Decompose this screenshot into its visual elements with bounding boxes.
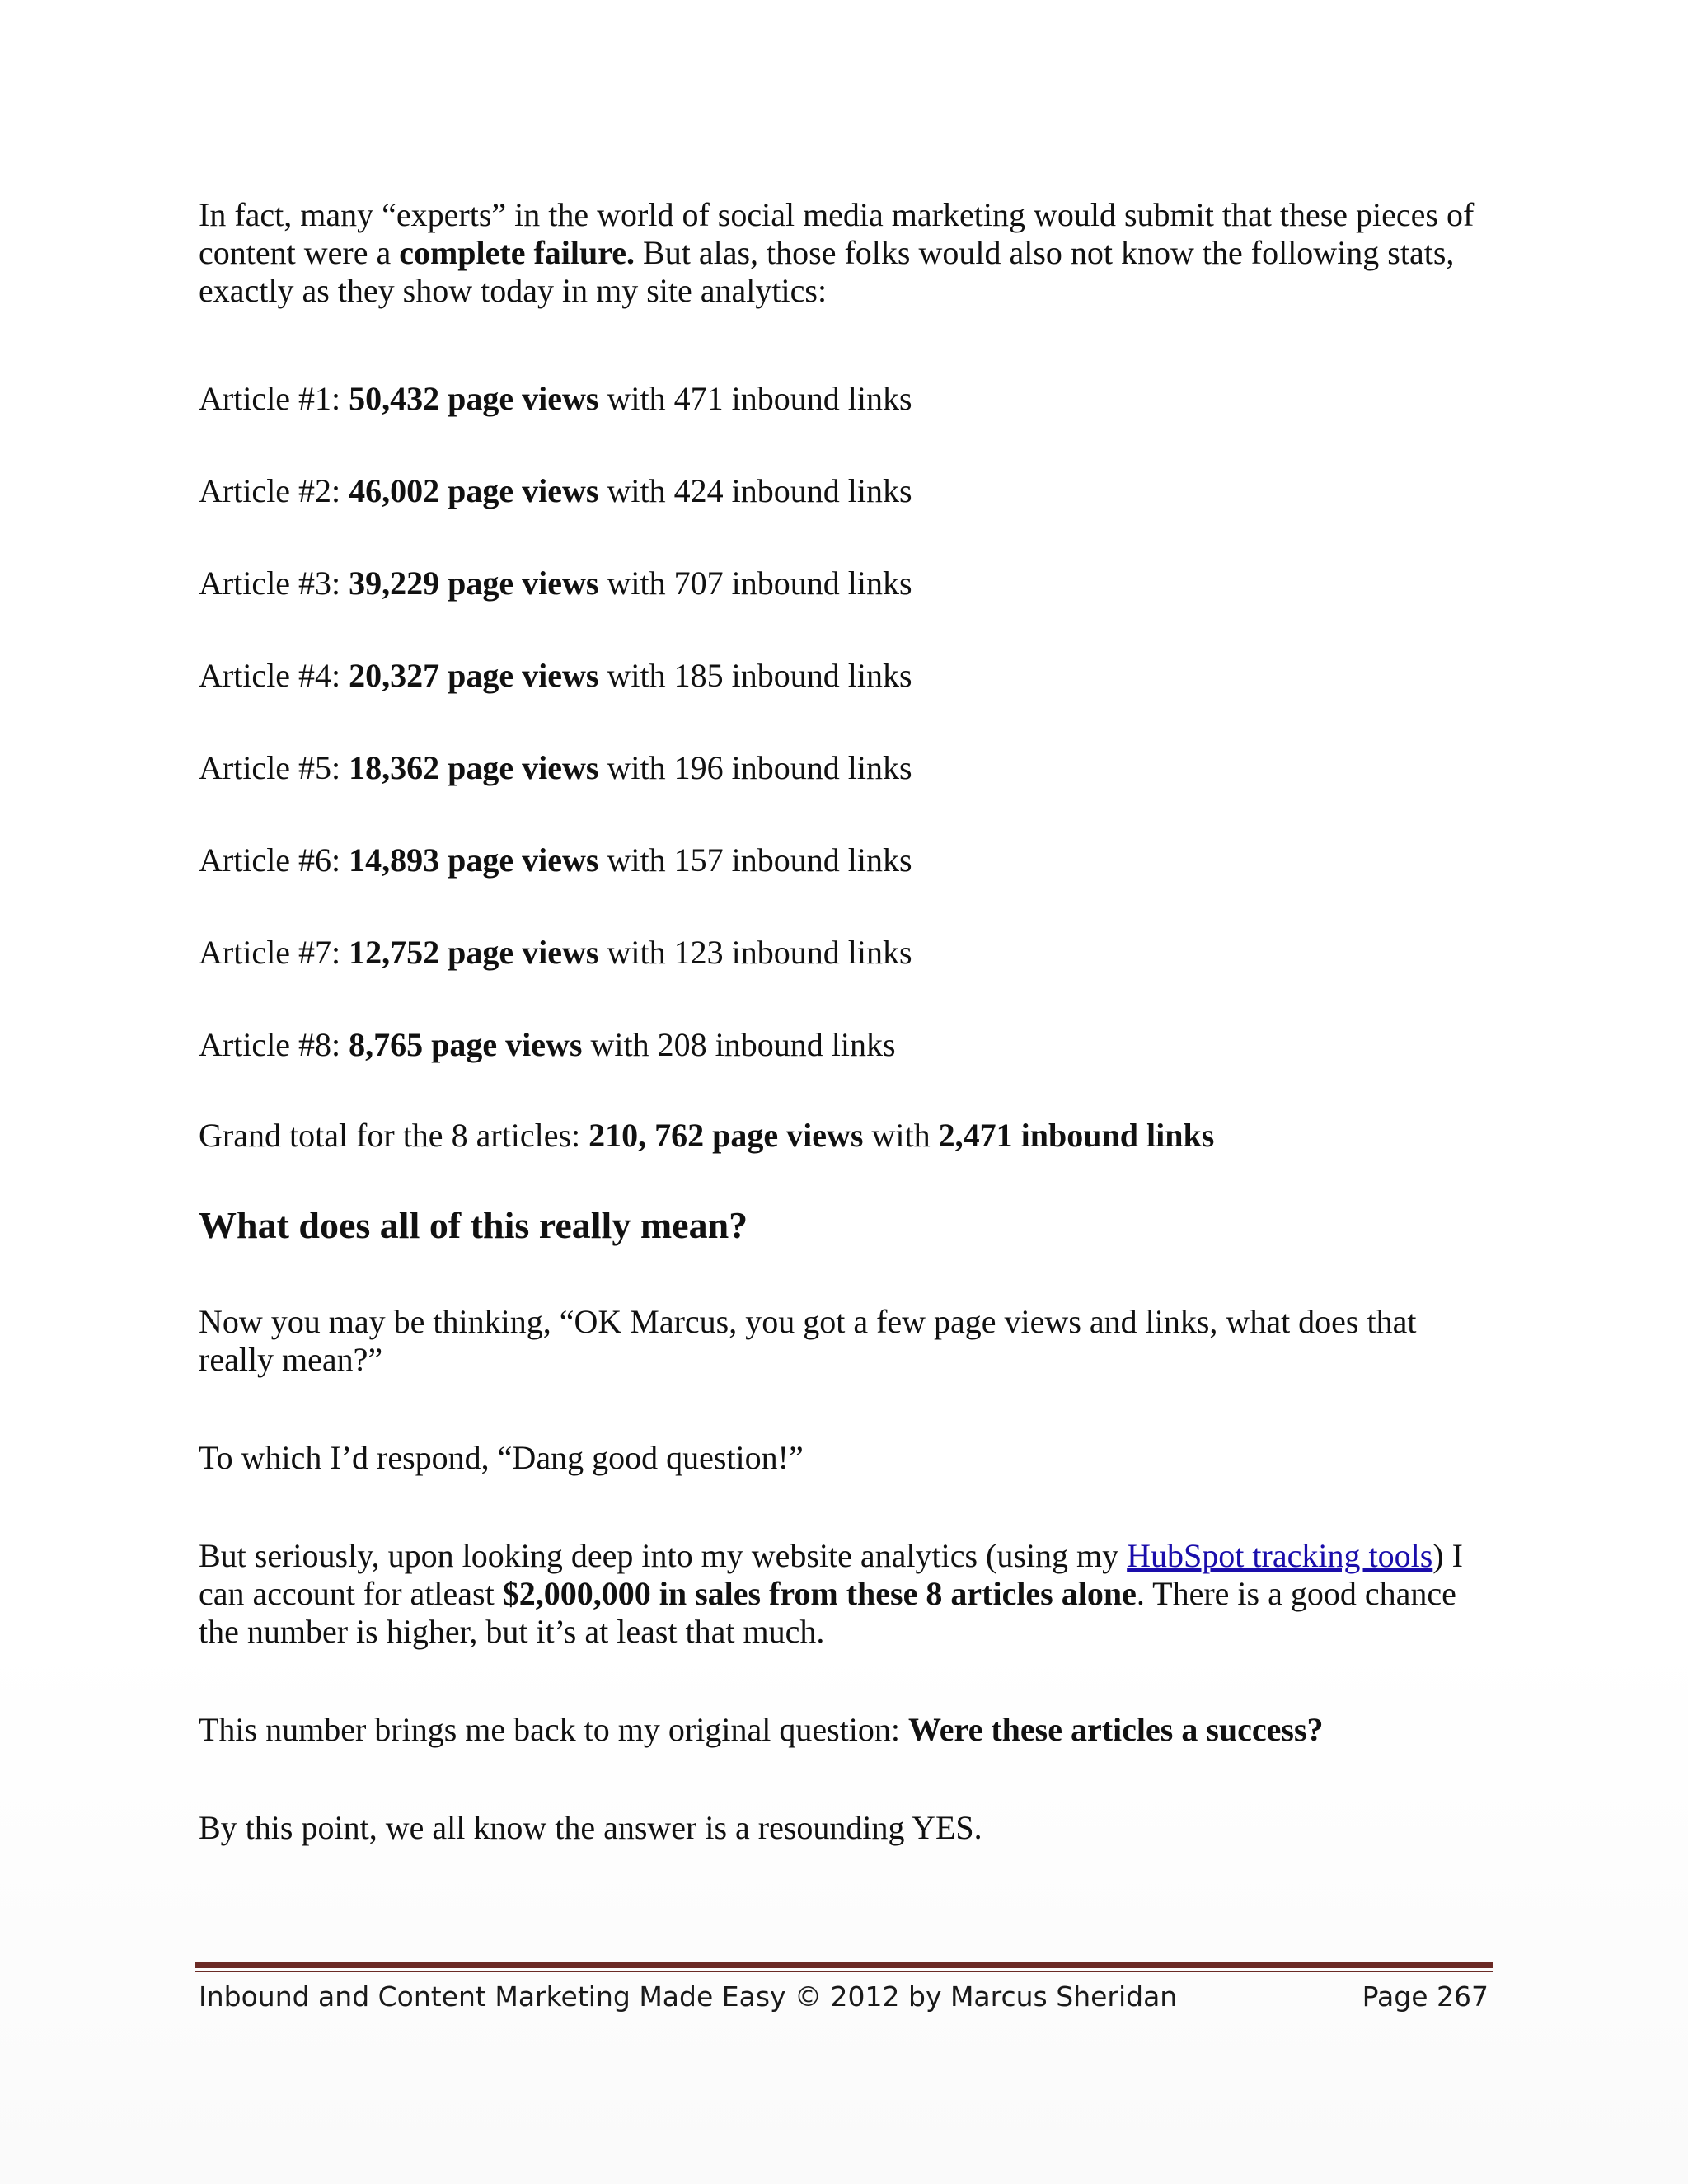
footer-rule-thin [195,1971,1493,1972]
article-links: with 424 inbound links [598,472,912,509]
paragraph-analytics [199,1537,1493,1651]
article-stat-4 [199,657,1493,695]
analytics-text-1: But seriously, upon looking deep into my website analytics (using my [199,1537,1128,1574]
grand-total [199,1117,1493,1155]
article-links: with 123 inbound links [598,934,912,971]
total-mid: with [863,1117,939,1154]
total-label: Grand total for the 8 articles: [199,1117,589,1154]
total-links: 2,471 inbound links [938,1117,1215,1154]
page-body [199,196,1493,1847]
analytics-text-3: . There is a good chance the number is higher, but it’s at least that much. [199,1575,1456,1650]
intro-text-2: But alas, those folks would also not know the following stats, exactly as they show today in my site analytics: [199,234,1455,309]
total-views: 210, 762 page views [588,1117,864,1154]
article-label: Article #2: [199,472,349,509]
article-label: Article #1: [199,380,349,417]
article-views: 8,765 page views [349,1026,583,1063]
intro-bold: complete failure. [399,234,635,271]
article-views: 18,362 page views [349,749,599,786]
article-links: with 157 inbound links [598,841,912,879]
footer-rule-thick [195,1962,1493,1968]
article-stat-5 [199,749,1493,787]
section-heading: What does all of this really mean? [199,1204,748,1246]
article-views: 46,002 page views [349,472,599,509]
hubspot-tracking-link[interactable]: HubSpot tracking tools [1127,1537,1433,1574]
article-stat-1 [199,380,1493,418]
page-number: Page 267 [1362,1980,1489,2013]
article-label: Article #6: [199,841,349,879]
intro-text-1: In fact, many “experts” in the world of social media marketing would submit that these pieces of content were a [199,196,1475,271]
article-views: 39,229 page views [349,565,599,602]
analytics-text-2: ) I can account for atleast [199,1537,1463,1612]
article-label: Article #7: [199,934,349,971]
article-stat-8 [199,1026,1493,1064]
article-views: 20,327 page views [349,657,599,694]
article-stat-3 [199,565,1493,602]
article-links: with 707 inbound links [598,565,912,602]
article-label: Article #3: [199,565,349,602]
article-label: Article #8: [199,1026,349,1063]
article-views: 12,752 page views [349,934,599,971]
paragraph-thinking: Now you may be thinking, “OK Marcus, you got a few page views and links, what does that really mean?” [199,1303,1417,1378]
paragraph-question [199,1711,1493,1749]
article-stat-7 [199,934,1493,972]
intro-paragraph [199,196,1493,310]
question-text: This number brings me back to my original question: [199,1711,908,1748]
article-links: with 208 inbound links [582,1026,896,1063]
question-bold: Were these articles a success? [907,1711,1324,1748]
paragraph-respond: To which I’d respond, “Dang good question!” [199,1439,804,1476]
footer-copyright: Inbound and Content Marketing Made Easy © 2012 by Marcus Sheridan [199,1980,1178,2013]
article-stat-6 [199,841,1493,879]
article-stat-2 [199,472,1493,510]
article-label: Article #5: [199,749,349,786]
paragraph-answer: By this point, we all know the answer is a resounding YES. [199,1809,982,1846]
analytics-bold: $2,000,000 in sales from these 8 articles alone [502,1575,1137,1612]
article-label: Article #4: [199,657,349,694]
article-links: with 185 inbound links [598,657,912,694]
page-footer [199,1976,1489,2018]
article-views: 50,432 page views [349,380,599,417]
article-links: with 196 inbound links [598,749,912,786]
article-links: with 471 inbound links [598,380,912,417]
article-views: 14,893 page views [349,841,599,879]
